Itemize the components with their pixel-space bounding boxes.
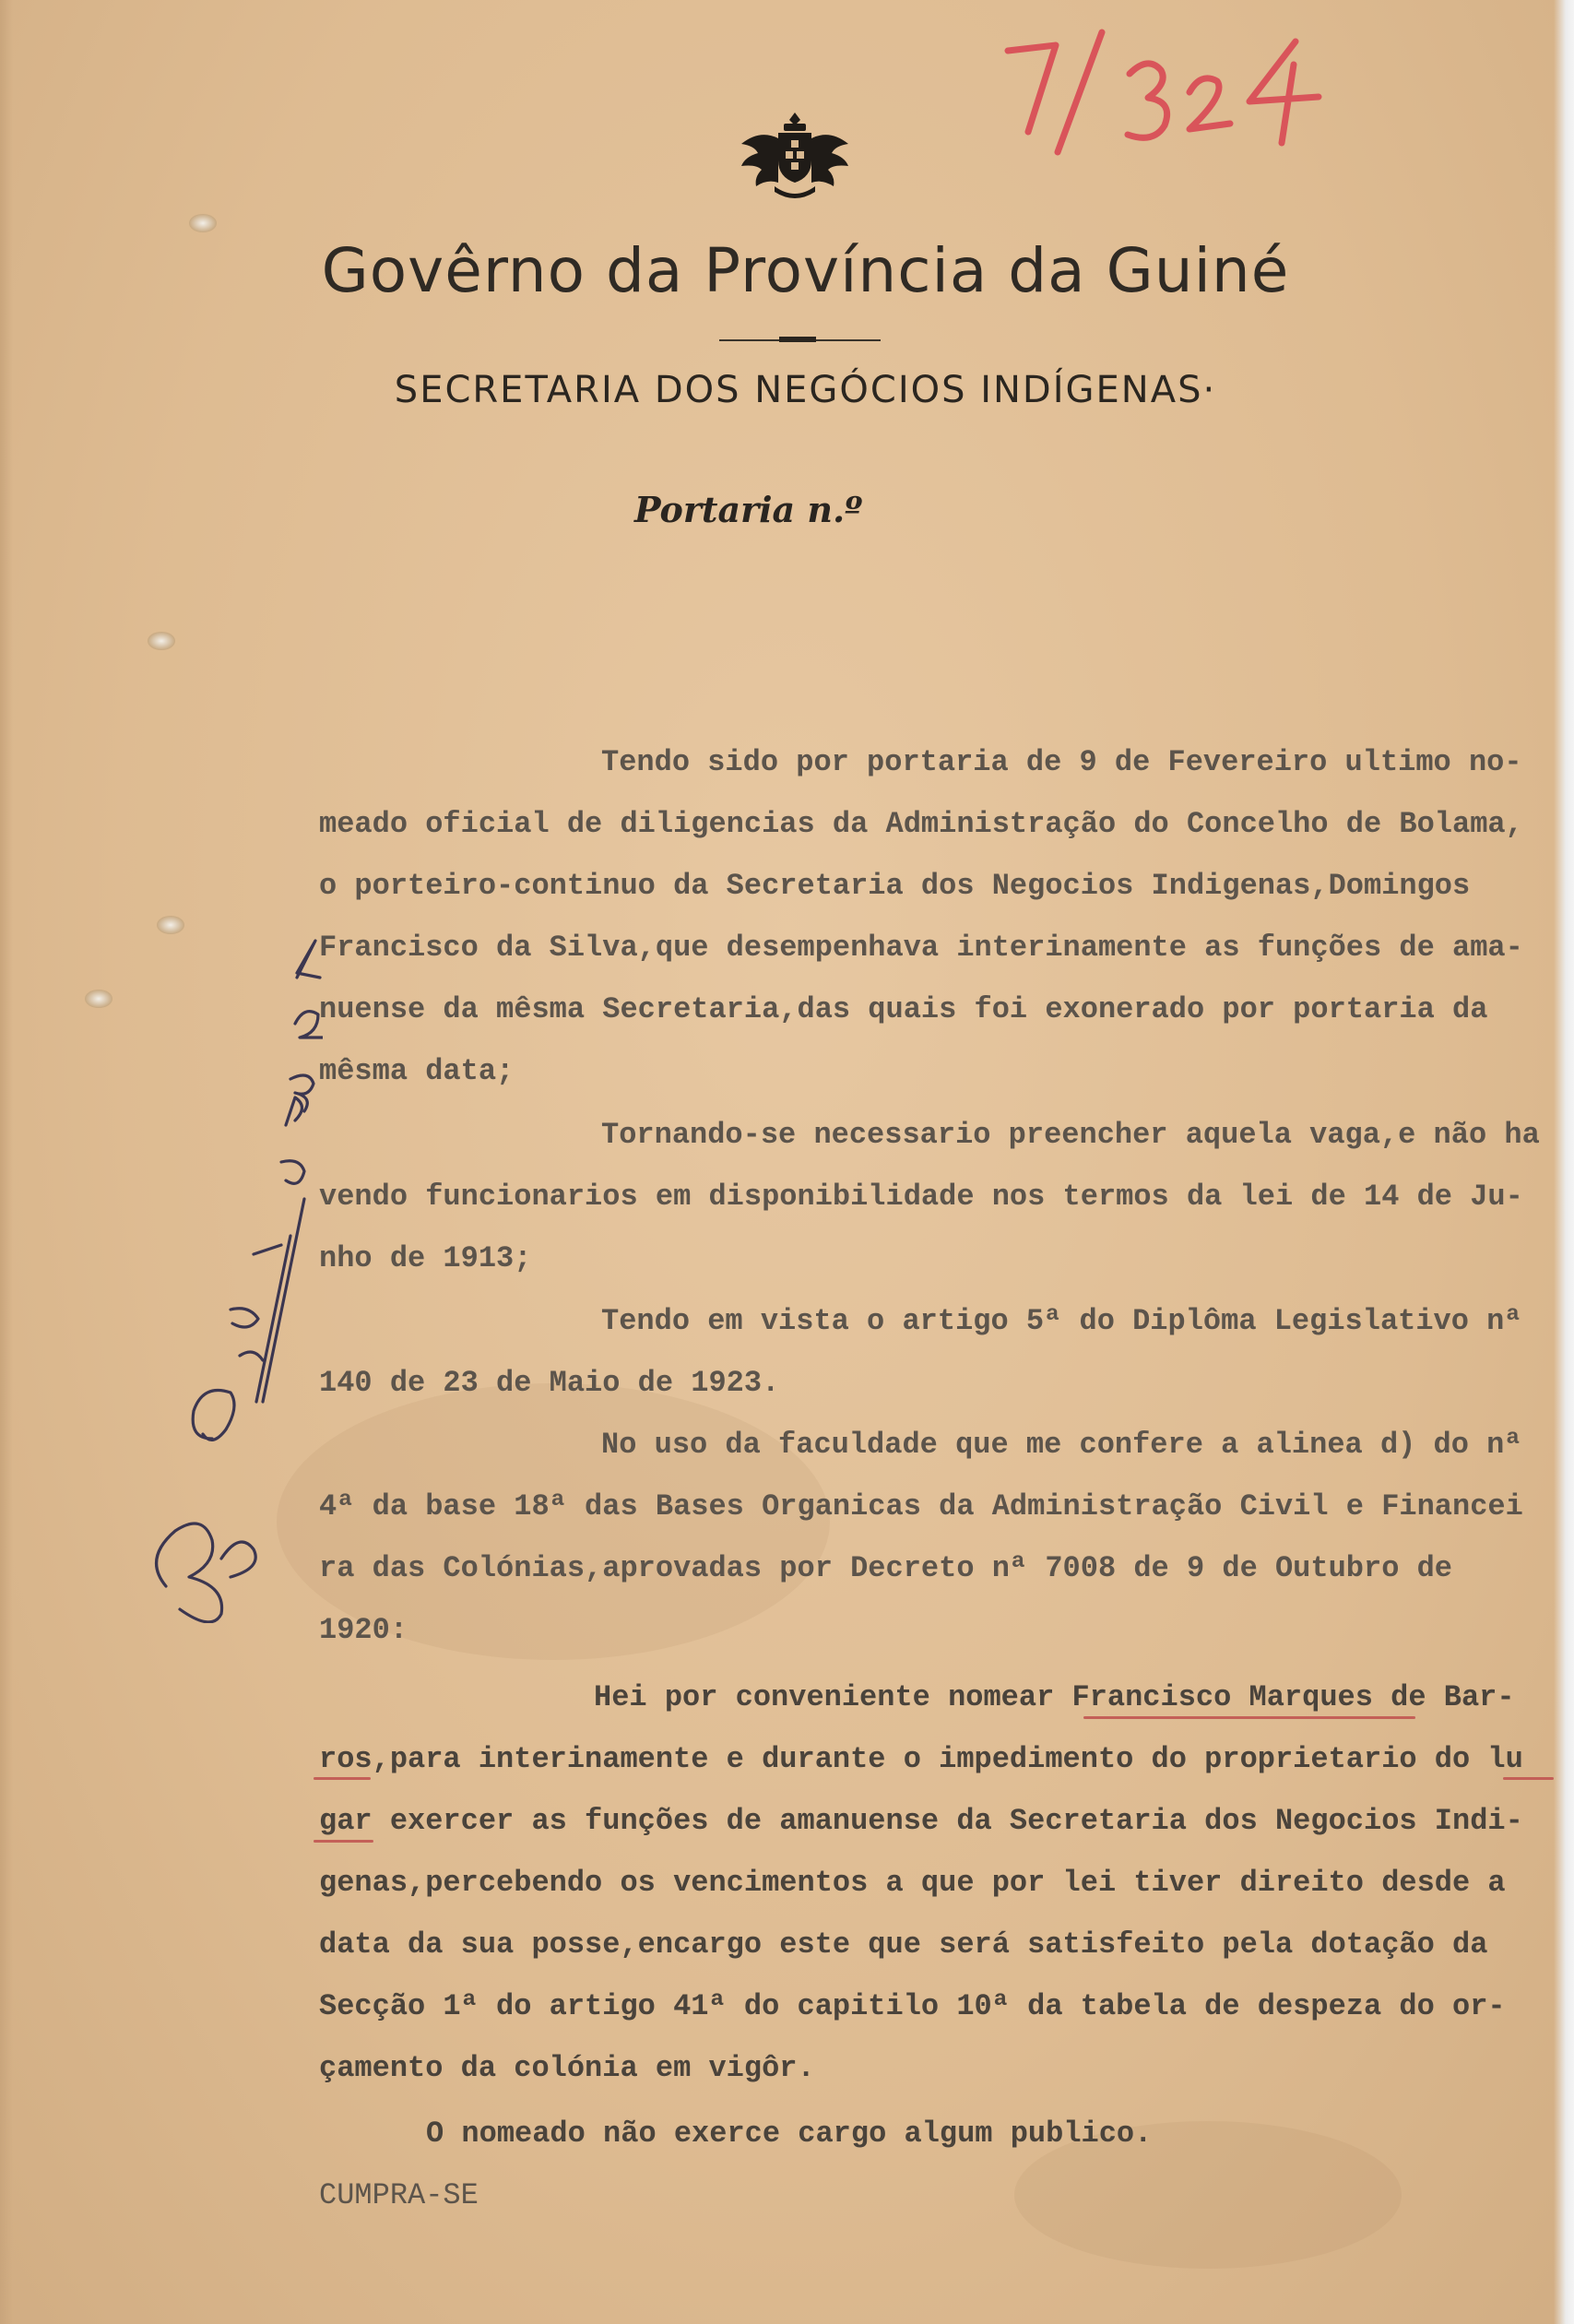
body-line: 140 de 23 de Maio de 1923.: [319, 1366, 780, 1400]
punch-hole: [148, 632, 175, 650]
body-line: No uso da faculdade que me confere a alinea d) do nª: [601, 1428, 1522, 1462]
paper-right-edge: [1554, 0, 1574, 2324]
name-underline: [314, 1777, 371, 1780]
title-divider-mark: [779, 337, 816, 342]
coat-of-arms-icon: [738, 111, 853, 203]
paper-left-edge: [0, 0, 13, 2324]
body-line: Hei por conveniente nomear Francisco Marques de Bar-: [594, 1680, 1515, 1714]
archive-number-handwriting: [1000, 23, 1332, 161]
body-line: ra das Colónias,aprovadas por Decreto nª 7008 de 9 de Outubro de: [319, 1551, 1452, 1585]
body-line: Tendo sido por portaria de 9 de Fevereiro ultimo no-: [601, 745, 1522, 779]
body-line: Secção 1ª do artigo 41ª do capitilo 10ª da tabela de despeza do or-: [319, 1989, 1506, 2023]
body-line: Francisco da Silva,que desempenhava interinamente as funções de ama-: [319, 931, 1523, 965]
body-line: çamento da colónia em vigôr.: [319, 2051, 815, 2085]
body-line: Tendo em vista o artigo 5ª do Diplôma Legislativo nª: [601, 1304, 1522, 1338]
punch-hole: [189, 214, 217, 232]
body-line: o porteiro-continuo da Secretaria dos Negocios Indigenas,Domingos: [319, 869, 1471, 903]
body-line: ros,para interinamente e durante o impedimento do proprietario do lu: [319, 1742, 1523, 1776]
body-line: Tornando-se necessario preencher aquela vaga,e não ha: [601, 1118, 1540, 1152]
margin-annotation-handwriting: [138, 922, 323, 1623]
body-line: nuense da mêsma Secretaria,das quais foi exonerado por portaria da: [319, 992, 1488, 1026]
punch-hole: [85, 990, 112, 1008]
body-line: gar exercer as funções de amanuense da Secretaria dos Negocios Indi-: [319, 1804, 1523, 1838]
body-line: meado oficial de diligencias da Administração do Concelho de Bolama,: [319, 807, 1523, 841]
body-line: 1920:: [319, 1613, 408, 1647]
portaria-label: Portaria n.º: [634, 489, 863, 530]
name-underline: [1083, 1716, 1415, 1719]
body-line: nho de 1913;: [319, 1241, 532, 1275]
body-line: 4ª da base 18ª das Bases Organicas da Administração Civil e Financei: [319, 1489, 1523, 1524]
body-line: mêsma data;: [319, 1054, 515, 1088]
name-underline: [314, 1840, 373, 1843]
government-title: Govêrno da Província da Guiné: [321, 235, 1290, 306]
cumpra-se-line: CUMPRA-SE: [319, 2178, 479, 2212]
body-line: genas,percebendo os vencimentos a que por lei tiver direito desde a: [319, 1866, 1506, 1900]
secretariat-heading: SECRETARIA DOS NEGÓCIOS INDÍGENAS·: [394, 369, 1217, 411]
name-underline: [1503, 1777, 1554, 1780]
body-line: data da sua posse,encargo este que será satisfeito pela dotação da: [319, 1927, 1488, 1962]
body-line: O nomeado não exerce cargo algum publico.: [426, 2116, 1153, 2151]
body-line: vendo funcionarios em disponibilidade nos termos da lei de 14 de Ju-: [319, 1180, 1523, 1214]
